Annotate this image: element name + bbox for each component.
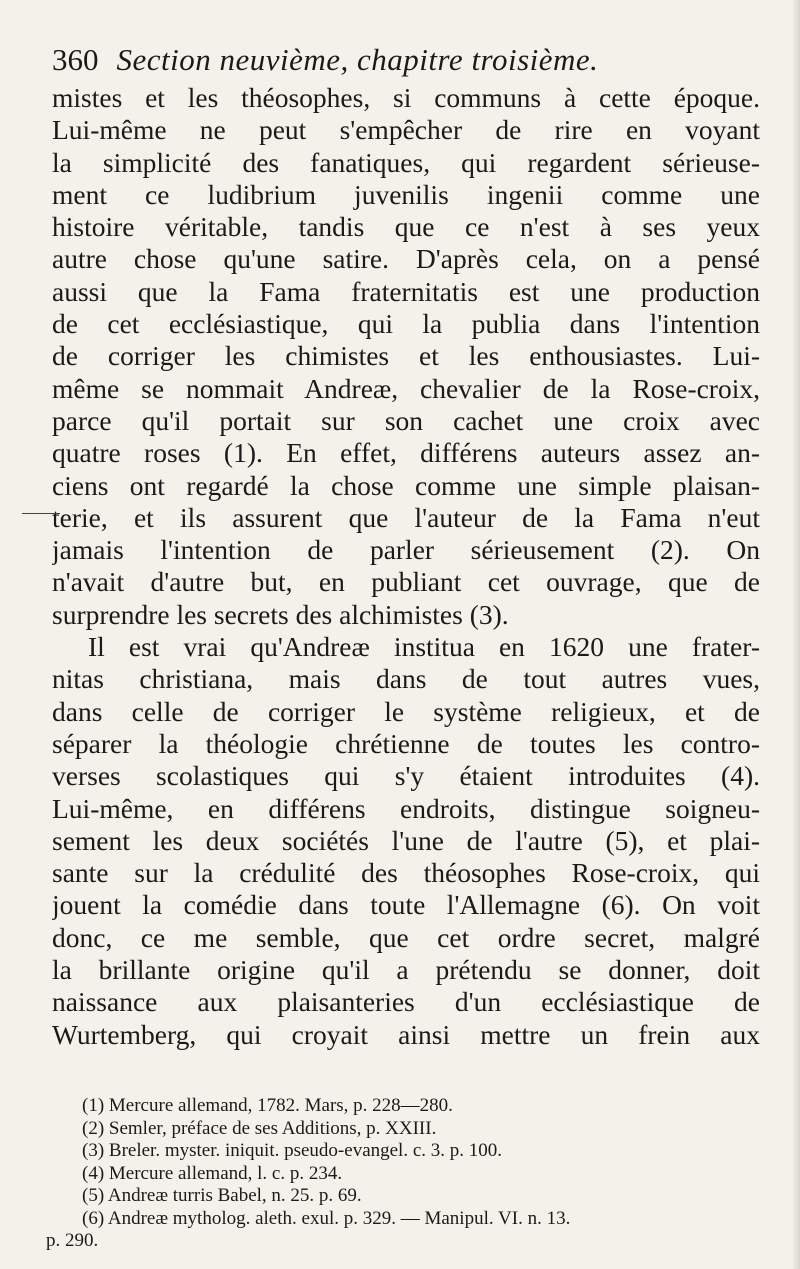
text-line: donc, ce me semble, que cet ordre secret, malgré [52, 921, 760, 953]
text-line: nitas christiana, mais dans de tout autres vues, [52, 663, 760, 695]
running-title: Section neuvième, chapitre troisième. [116, 42, 599, 77]
text-line: sante sur la crédulité des théosophes Rose-croix, qui [52, 857, 760, 889]
text-line: sement les deux sociétés l'une de l'autre (5), et plai- [52, 824, 760, 856]
text-line: autre chose qu'une satire. D'après cela, on a pensé [52, 243, 760, 275]
text-line: surprendre les secrets des alchimistes (3). [52, 598, 509, 630]
footnote: (1) Mercure allemand, 1782. Mars, p. 228—280. [82, 1095, 453, 1116]
text-line: Il est vrai qu'Andreæ institua en 1620 une frater- [88, 631, 760, 663]
text-line: n'avait d'autre but, en publiant cet ouvrage, que de [52, 566, 760, 598]
footnote: (2) Semler, préface de ses Additions, p. XXIII. [82, 1117, 437, 1139]
text-line: terie, et ils assurent que l'auteur de la Fama n'eut [52, 501, 760, 533]
page-edge-shadow [792, 0, 800, 1269]
text-line: histoire véritable, tandis que ce n'est à ses yeux [52, 211, 760, 243]
footnotes [46, 1095, 762, 1253]
text-line: parce qu'il portait sur son cachet une croix avec [52, 404, 760, 436]
text-line: la brillante origine qu'il a prétendu se donner, doit [52, 954, 760, 986]
footnote: (6) Andreæ mytholog. aleth. exul. p. 329. — Manipul. VI. n. 13. [82, 1207, 571, 1229]
text-line: dans celle de corriger le système religieux, et de [52, 695, 760, 727]
footnote-continuation: p. 290. [46, 1230, 99, 1251]
text-line: de cet ecclésiastique, qui la publia dans l'intention [52, 308, 760, 340]
text-line: ciens ont regardé la chose comme une simple plaisan- [52, 469, 760, 501]
text-line: de corriger les chimistes et les enthousiastes. Lui- [52, 340, 760, 372]
text-line: la simplicité des fanatiques, qui regardent sérieuse- [52, 146, 760, 178]
text-line: Lui-même ne peut s'empêcher de rire en voyant [52, 114, 760, 146]
text-line: quatre roses (1). En effet, différens auteurs assez an- [52, 437, 760, 469]
text-line: naissance aux plaisanteries d'un ecclésiastique de [52, 986, 760, 1018]
text-line: Wurtemberg, qui croyait ainsi mettre un frein aux [52, 1018, 760, 1050]
text-line: mistes et les théosophes, si communs à cette époque. [52, 82, 760, 113]
text-line: jamais l'intention de parler sérieusement (2). On [52, 534, 760, 566]
margin-mark [22, 513, 60, 514]
footnote: (5) Andreæ turris Babel, n. 25. p. 69. [82, 1185, 362, 1206]
page-number: 360 [52, 42, 99, 77]
page-header [52, 42, 760, 80]
text-line: jouent la comédie dans toute l'Allemagne (6). On voit [52, 889, 760, 921]
text-line: ment ce ludibrium juvenilis ingenii comme une [52, 178, 760, 210]
text-line: verses scolastiques qui s'y étaient introduites (4). [52, 760, 760, 792]
text-line: même se nommait Andreæ, chevalier de la Rose-croix, [52, 372, 760, 404]
text-line: Lui-même, en différens endroits, distingue soigneu- [52, 792, 760, 824]
footnote: (3) Breler. myster. iniquit. pseudo-evangel. c. 3. p. 100. [82, 1140, 503, 1161]
body-text [52, 82, 760, 1051]
text-line: aussi que la Fama fraternitatis est une production [52, 275, 760, 307]
text-line: séparer la théologie chrétienne de toutes les contro- [52, 727, 760, 759]
footnote: (4) Mercure allemand, l. c. p. 234. [82, 1162, 343, 1184]
